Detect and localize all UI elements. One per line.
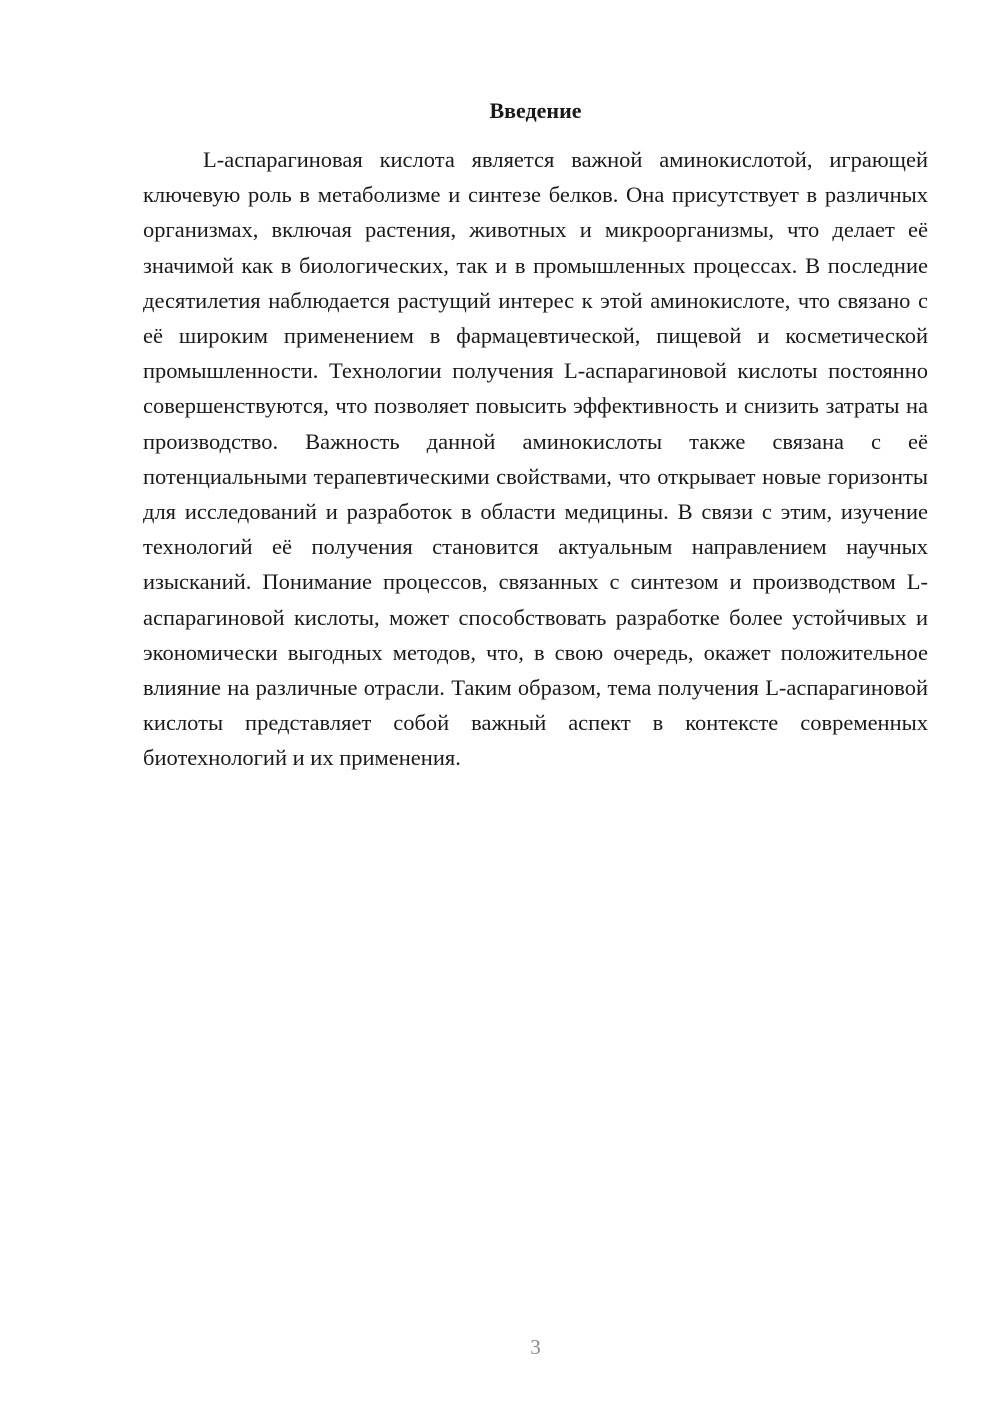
page-number: 3 (530, 1335, 541, 1359)
section-heading: Введение (489, 98, 582, 123)
body-paragraph: L-аспарагиновая кислота является важной аминокислотой, играющей ключевую роль в метаболизме и синтезе белков. Она присутствует в различных организмах, включая растения, животных и микроорганизмы, что делает её значимой как в биологических, так и в промышленных процессах. В последние десятилетия наблюдается растущий интерес к этой аминокислоте, что связано с её широким применением в фармацевтической, пищевой и косметической промышленности. Технологии получения L-аспарагиновой кислоты постоянно совершенствуются, что позволяет повысить эффективность и снизить затраты на производство. Важность данной аминокислоты также связана с её потенциальными терапевтическими свойствами, что открывает новые горизонты для исследований и разработок в области медицины. В связи с этим, изучение технологий её получения становится актуальным направлением научных изысканий. Понимание процессов, связанных с синтезом и производством L-аспарагиновой кислоты, может способствовать разработке более устойчивых и экономически выгодных методов, что, в свою очередь, окажет положительное влияние на различные отрасли. Таким образом, тема получения L-аспарагиновой кислоты представляет собой важный аспект в контексте современных биотехнологий и их применения. (143, 147, 928, 771)
